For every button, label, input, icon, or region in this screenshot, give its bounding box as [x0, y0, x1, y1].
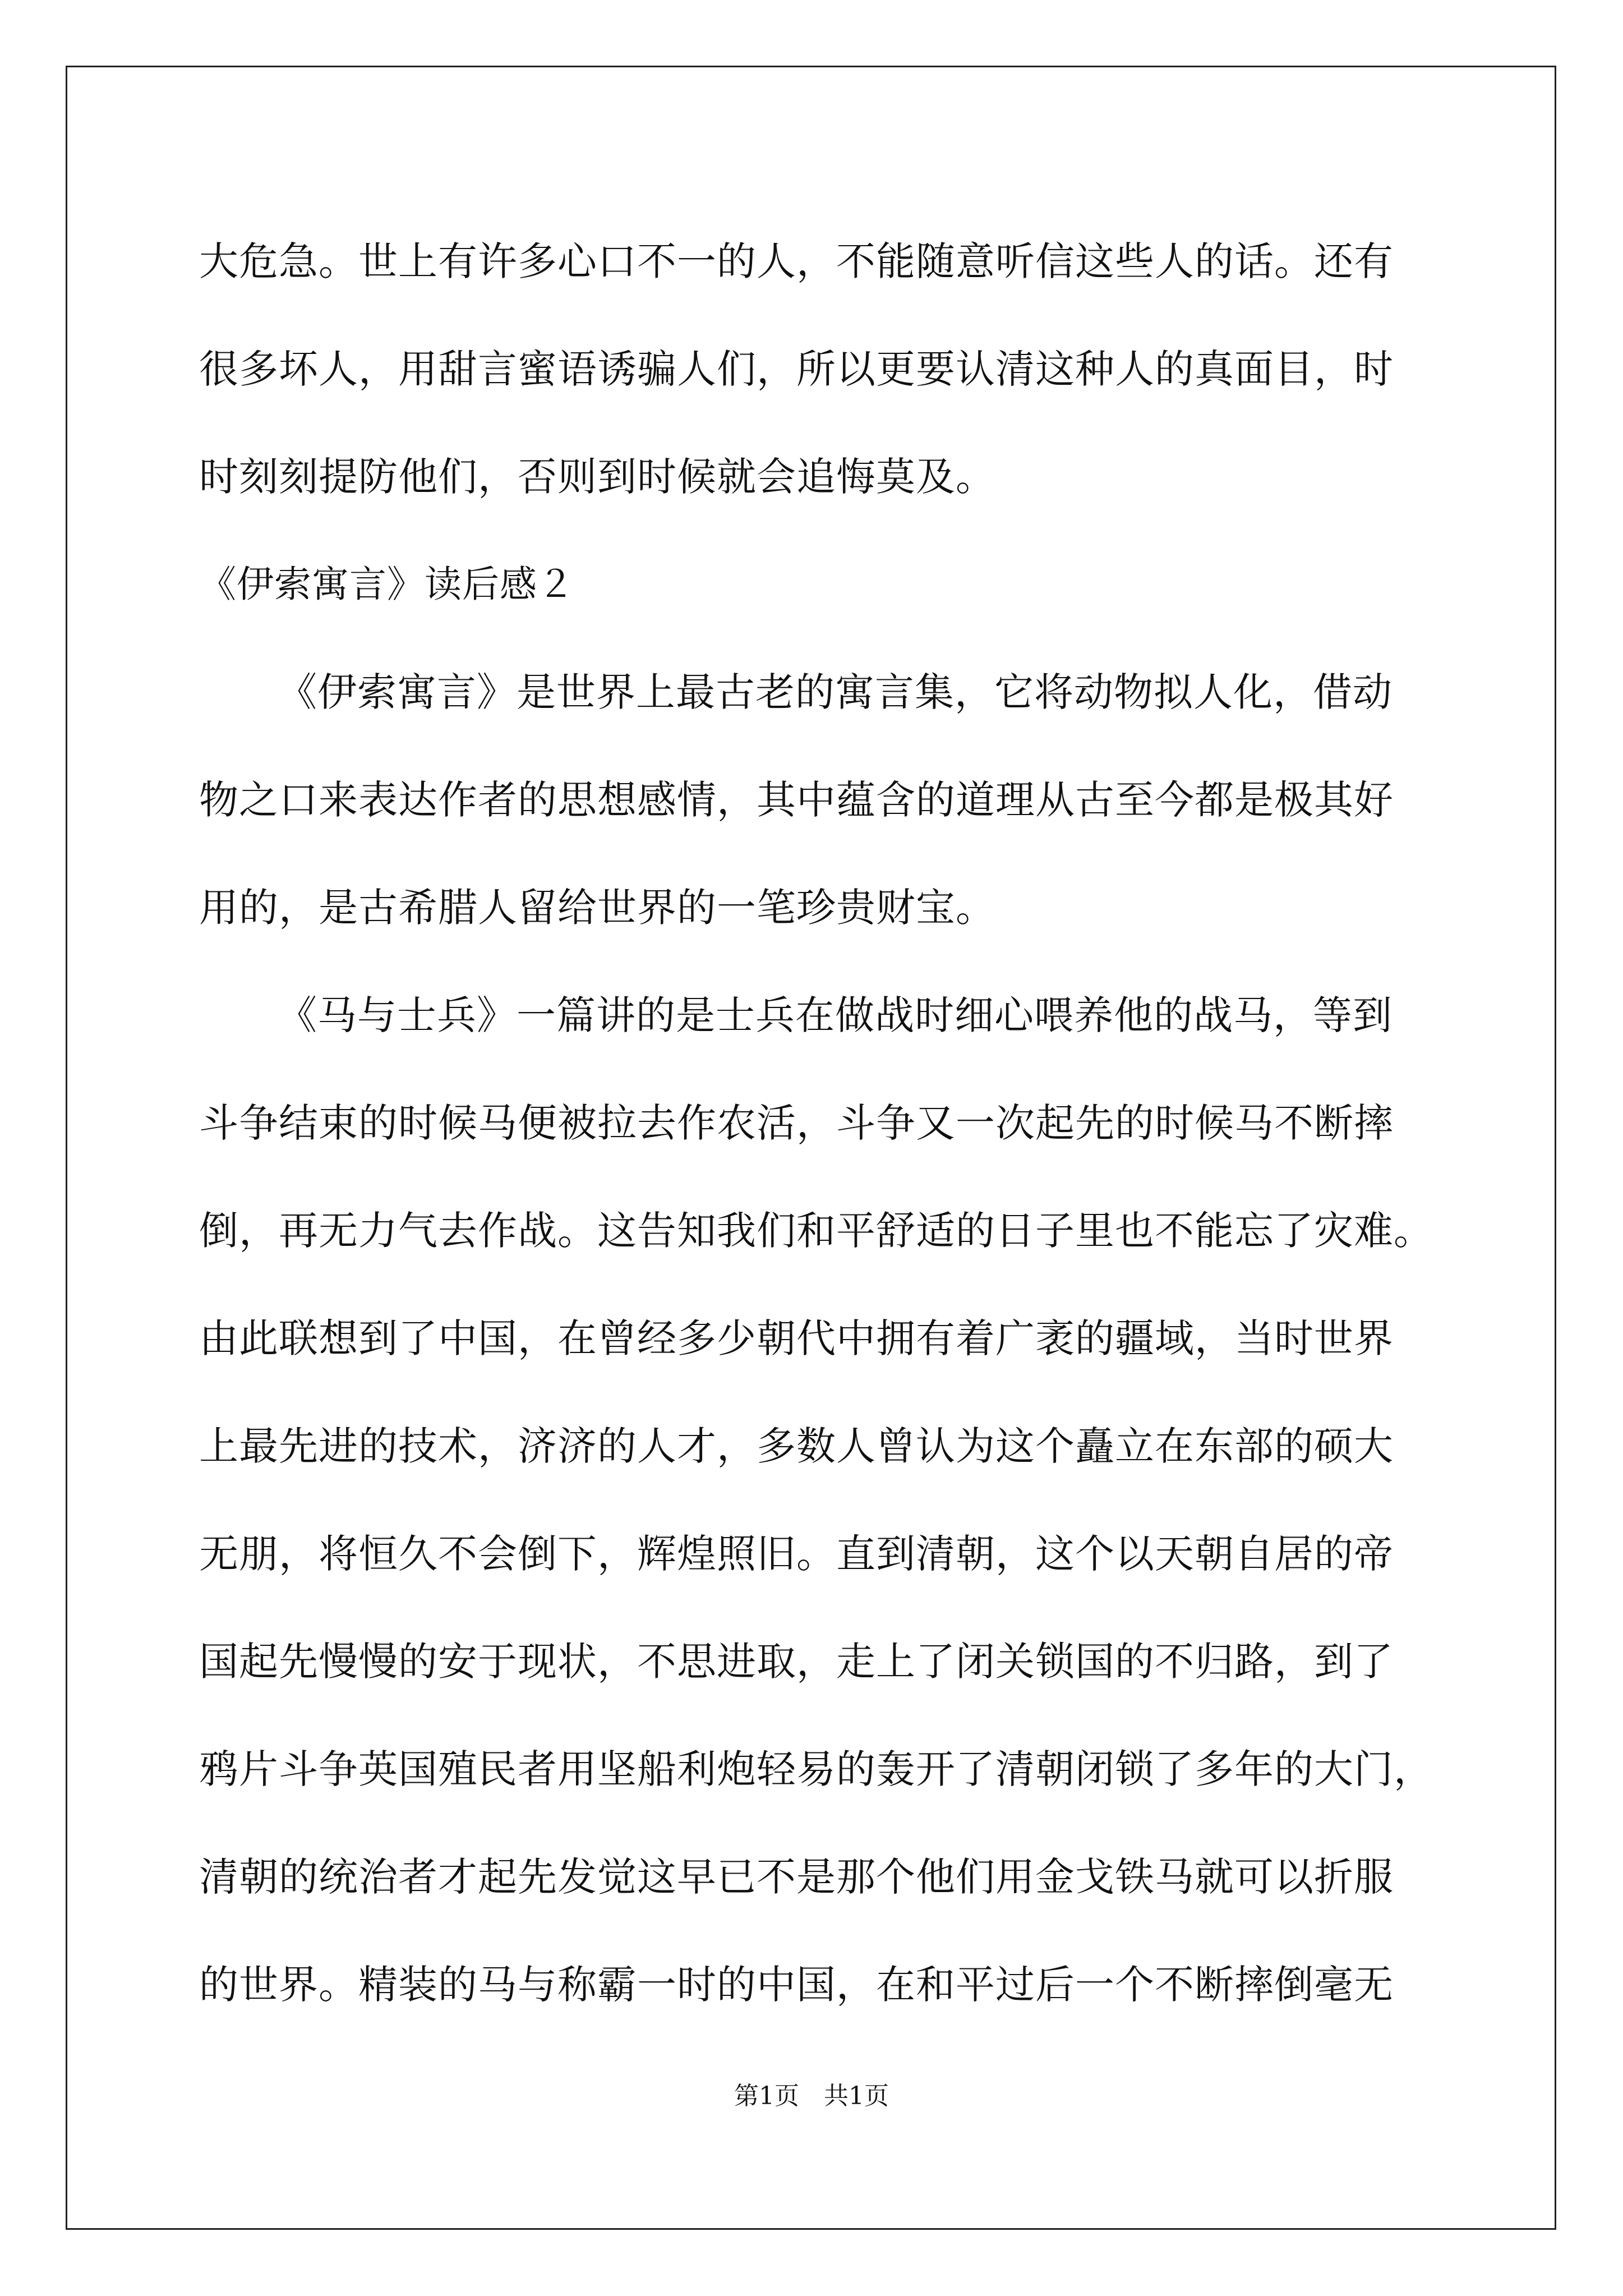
text-line: 清朝的统治者才起先发觉这早已不是那个他们用金戈铁马就可以折服: [199, 1854, 1394, 1900]
text-line: 无朋，将恒久不会倒下，辉煌照旧。直到清朝，这个以天朝自居的帝: [199, 1531, 1394, 1577]
section-heading: 《伊索寓言》读后感２: [199, 563, 575, 606]
text-line: 斗争结束的时候马便被拉去作农活，斗争又一次起先的时候马不断摔: [199, 1100, 1394, 1146]
text-line: 鸦片斗争英国殖民者用坚船利炮轻易的轰开了清朝闭锁了多年的大门，: [199, 1746, 1433, 1792]
text-line: 由此联想到了中国，在曾经多少朝代中拥有着广袤的疆域，当时世界: [199, 1315, 1394, 1361]
text-line: 国起先慢慢的安于现状，不思进取，走上了闭关锁国的不归路，到了: [199, 1639, 1394, 1685]
text-line: 的世界。精装的马与称霸一时的中国，在和平过后一个不断摔倒毫无: [199, 1962, 1394, 2008]
text-line: 大危急。世上有许多心口不一的人，不能随意听信这些人的话。还有: [199, 238, 1394, 284]
text-line: 《伊索寓言》是世界上最古老的寓言集，它将动物拟人化，借动: [278, 669, 1393, 715]
text-line: 《马与士兵》一篇讲的是士兵在做战时细心喂养他的战马，等到: [278, 992, 1393, 1038]
text-line: 很多坏人，用甜言蜜语诱骗人们，所以更要认清这种人的真面目，时: [199, 346, 1394, 392]
text-line: 上最先进的技术，济济的人才，多数人曾认为这个矗立在东部的硕大: [199, 1423, 1394, 1469]
text-line: 物之口来表达作者的思想感情，其中蕴含的道理从古至今都是极其好: [199, 777, 1394, 823]
text-line: 时刻刻提防他们，否则到时候就会追悔莫及。: [199, 454, 995, 500]
text-line: 倒，再无力气去作战。这告知我们和平舒适的日子里也不能忘了灾难。: [199, 1208, 1433, 1254]
document-body: [199, 208, 1450, 2039]
text-line: 用的，是古希腊人留给世界的一笔珍贵财宝。: [199, 885, 995, 931]
page-footer: 第1页 共1页: [734, 2082, 889, 2110]
